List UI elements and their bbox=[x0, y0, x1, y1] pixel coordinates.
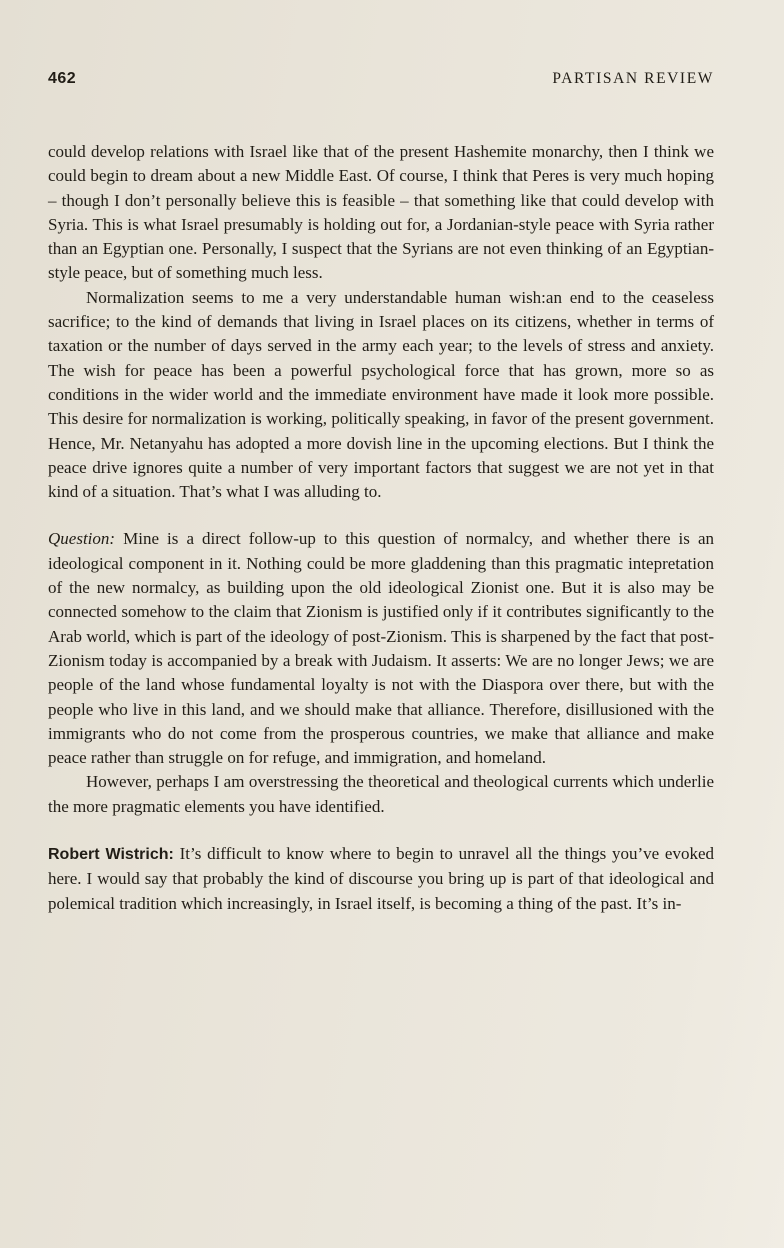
page-content bbox=[48, 70, 714, 916]
page-number: 462 bbox=[48, 70, 77, 87]
paragraph: However, perhaps I am overstressing the theoretical and theological currents which underlie the more pragmatic elements you have identified. bbox=[48, 772, 714, 816]
page-body bbox=[48, 140, 714, 916]
paragraph: could develop relations with Israel like that of the present Hashemite monarchy, then I think we could begin to dream about a new Middle East. Of course, I think that Peres is very much hoping – though I don’t personally believe this is feasible – that something like that could develop with Syria. This is what Israel presumably is holding out for, a Jordanian-style peace with Syria rather than an Egyptian one. Personally, I suspect that the Syrians are not even thinking of an Egyptian-style peace, but of something much less. bbox=[48, 142, 714, 283]
speaker-name: Robert Wistrich: bbox=[48, 846, 174, 864]
paragraph: Normalization seems to me a very understandable human wish:an end to the ceaseless sacrifice; to the kind of demands that living in Israel places on its citizens, whether in terms of taxation or the number of days served in the army each year; to the levels of stress and anxiety. The wish for peace has been a powerful psychological force that has grown, more so as conditions in the wider world and the immediate environment have made it look more possible. This desire for normalization is working, politically speaking, in favor of the present government. Hence, Mr. Netanyahu has adopted a more dovish line in the upcoming elections. But I think the peace drive ignores quite a number of very important factors that suggest we are not yet in that kind of a situation. That’s what I was alluding to. bbox=[48, 287, 714, 502]
running-header bbox=[48, 70, 714, 88]
paragraph: Question: Mine is a direct follow-up to this question of normalcy, and whether there is an ideological component in it. Nothing could be more gladdening than this pragmatic intepretation of the new normalcy, as building upon the old ideological Zionist one. But it is also may be connected somehow to the claim that Zionism is justified only if it contributes significantly to the Arab world, which is part of the ideology of post-Zionism. This is sharpened by the fact that post-Zionism today is accompanied by a break with Judaism. It asserts: We are no longer Jews; we are people of the land whose fundamental loyalty is not with the Diaspora over there, but with the people who live in this land, and we should make that alliance. Therefore, disillusioned with the immigrants who do not come from the prosperous countries, we make that alliance and make peace rather than struggle on for refuge, and immigration, and homeland. bbox=[48, 529, 714, 768]
question-label: Question: bbox=[48, 529, 116, 549]
journal-title: PARTISAN REVIEW bbox=[552, 70, 714, 87]
paragraph: Robert Wistrich: It’s difficult to know where to begin to unravel all the things you’ve evoked here. I would say that probably the kind of discourse you bring up is part of that ideological and polemical tradition which increasingly, in Israel itself, is becoming a thing of the past. It’s in- bbox=[48, 844, 715, 913]
